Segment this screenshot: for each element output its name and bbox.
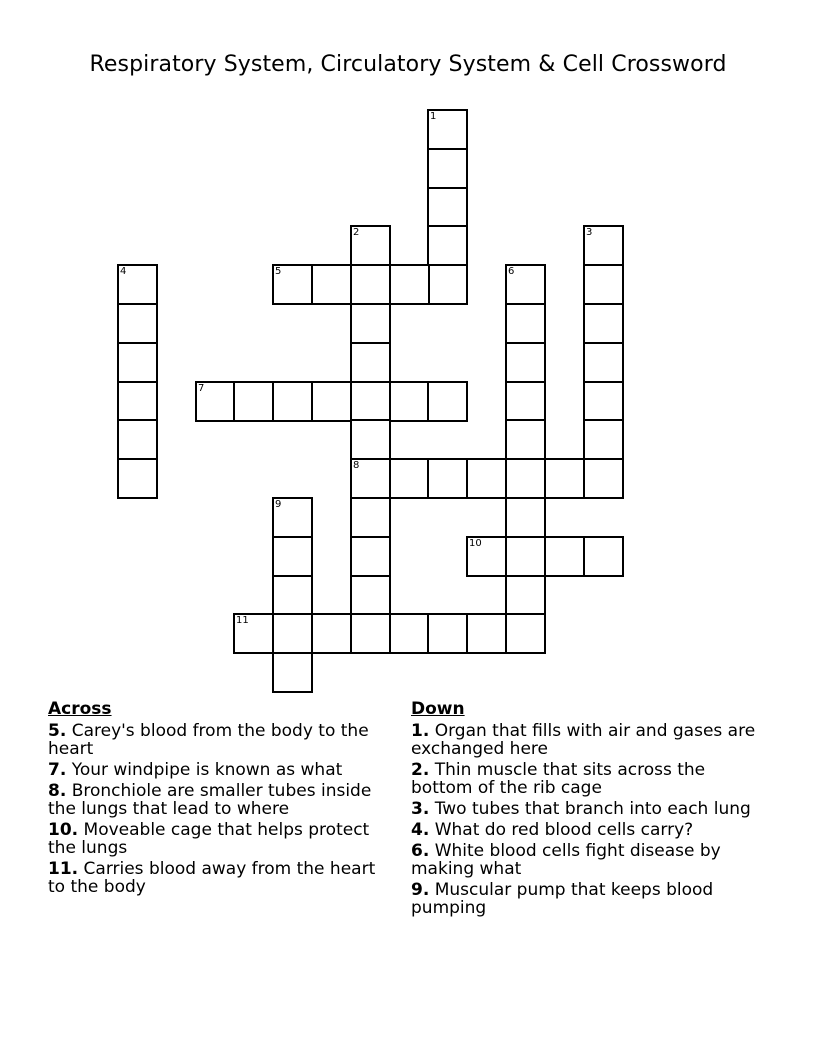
crossword-cell[interactable] xyxy=(389,264,430,305)
crossword-cell[interactable] xyxy=(505,536,546,577)
page-title: Respiratory System, Circulatory System & Cell Crossword xyxy=(89,52,727,77)
down-clues xyxy=(411,700,771,920)
crossword-cell[interactable] xyxy=(505,303,546,344)
crossword-cell[interactable] xyxy=(427,109,468,150)
clue-number-label: 9 xyxy=(275,499,282,510)
crossword-cell[interactable] xyxy=(583,342,624,383)
crossword-cell[interactable] xyxy=(583,419,624,460)
crossword-cell[interactable] xyxy=(427,458,468,499)
crossword-cell[interactable] xyxy=(272,497,313,538)
clue-text: Organ that fills with air and gases are exchanged here xyxy=(411,721,756,759)
crossword-cell[interactable] xyxy=(583,458,624,499)
crossword-cell[interactable] xyxy=(389,613,430,654)
crossword-cell[interactable] xyxy=(505,613,546,654)
clue-down-4 xyxy=(411,821,771,839)
crossword-cell[interactable] xyxy=(583,225,624,266)
clue-number-label: 4 xyxy=(120,266,127,277)
crossword-cell[interactable] xyxy=(544,536,585,577)
crossword-cell[interactable] xyxy=(272,575,313,616)
crossword-cell[interactable] xyxy=(311,264,352,305)
clue-number-label: 3 xyxy=(586,227,593,238)
crossword-cell[interactable] xyxy=(272,264,313,305)
clue-number-label: 8 xyxy=(353,460,360,471)
clue-text: Thin muscle that sits across the bottom of the rib cage xyxy=(411,760,706,798)
clue-number: 3. xyxy=(411,799,430,819)
clue-number: 8. xyxy=(48,781,67,801)
crossword-cell[interactable] xyxy=(505,575,546,616)
clue-down-6 xyxy=(411,842,771,878)
clue-number: 2. xyxy=(411,760,430,780)
clue-number: 4. xyxy=(411,820,430,840)
crossword-cell[interactable] xyxy=(350,264,391,305)
crossword-cell[interactable] xyxy=(117,458,158,499)
clue-number-label: 1 xyxy=(430,111,437,122)
crossword-cell[interactable] xyxy=(505,342,546,383)
crossword-cell[interactable] xyxy=(350,613,391,654)
crossword-cell[interactable] xyxy=(427,148,468,189)
clue-text: White blood cells fight disease by making what xyxy=(411,841,721,879)
clue-number-label: 5 xyxy=(275,266,282,277)
across-clues xyxy=(48,700,388,899)
clue-number-label: 6 xyxy=(508,266,515,277)
crossword-cell[interactable] xyxy=(350,303,391,344)
crossword-cell[interactable] xyxy=(117,303,158,344)
crossword-cell[interactable] xyxy=(311,613,352,654)
clue-text: Bronchiole are smaller tubes inside the lungs that lead to where xyxy=(48,781,372,819)
crossword-cell[interactable] xyxy=(427,613,468,654)
crossword-cell[interactable] xyxy=(466,536,507,577)
crossword-cell[interactable] xyxy=(117,342,158,383)
crossword-cell[interactable] xyxy=(427,264,468,305)
down-heading: Down xyxy=(411,699,465,719)
crossword-cell[interactable] xyxy=(583,264,624,305)
crossword-cell[interactable] xyxy=(350,458,391,499)
clue-text: Moveable cage that helps protect the lungs xyxy=(48,820,370,858)
clue-across-8 xyxy=(48,782,388,818)
clue-text: Carey's blood from the body to the heart xyxy=(48,721,369,759)
clue-down-1 xyxy=(411,722,771,758)
clue-number: 6. xyxy=(411,841,430,861)
crossword-cell[interactable] xyxy=(350,497,391,538)
clue-number: 7. xyxy=(48,760,67,780)
crossword-cell[interactable] xyxy=(350,342,391,383)
crossword-cell[interactable] xyxy=(272,652,313,693)
clue-number: 10. xyxy=(48,820,79,840)
clue-text: Muscular pump that keeps blood pumping xyxy=(411,880,714,918)
crossword-cell[interactable] xyxy=(272,613,313,654)
clue-number: 9. xyxy=(411,880,430,900)
clue-text: Carries blood away from the heart to the body xyxy=(48,859,376,897)
crossword-cell[interactable] xyxy=(466,458,507,499)
crossword-cell[interactable] xyxy=(350,419,391,460)
clue-number-label: 11 xyxy=(236,615,249,626)
crossword-cell[interactable] xyxy=(195,381,236,422)
crossword-cell[interactable] xyxy=(350,575,391,616)
crossword-cell[interactable] xyxy=(350,225,391,266)
crossword-cell[interactable] xyxy=(505,264,546,305)
crossword-cell[interactable] xyxy=(427,381,468,422)
clue-across-7 xyxy=(48,761,388,779)
crossword-cell[interactable] xyxy=(350,536,391,577)
clue-number: 1. xyxy=(411,721,430,741)
clue-down-3 xyxy=(411,800,771,818)
clue-across-5 xyxy=(48,722,388,758)
clue-text: What do red blood cells carry? xyxy=(434,820,694,840)
clue-number-label: 2 xyxy=(353,227,360,238)
clue-text: Your windpipe is known as what xyxy=(71,760,343,780)
clue-across-10 xyxy=(48,821,388,857)
clue-text: Two tubes that branch into each lung xyxy=(434,799,751,819)
crossword-cell[interactable] xyxy=(466,613,507,654)
crossword-cell[interactable] xyxy=(117,264,158,305)
crossword-cell[interactable] xyxy=(544,458,585,499)
clue-across-11 xyxy=(48,860,388,896)
clue-down-2 xyxy=(411,761,771,797)
clue-number-label: 10 xyxy=(469,538,482,549)
crossword-cell[interactable] xyxy=(583,303,624,344)
crossword-cell[interactable] xyxy=(117,381,158,422)
crossword-cell[interactable] xyxy=(583,381,624,422)
crossword-cell[interactable] xyxy=(583,536,624,577)
crossword-cell[interactable] xyxy=(272,381,313,422)
clue-number: 11. xyxy=(48,859,79,879)
crossword-cell[interactable] xyxy=(505,419,546,460)
crossword-cell[interactable] xyxy=(505,458,546,499)
crossword-cell[interactable] xyxy=(505,497,546,538)
crossword-cell[interactable] xyxy=(389,458,430,499)
crossword-cell[interactable] xyxy=(350,381,391,422)
crossword-cell[interactable] xyxy=(427,187,468,228)
crossword-cell[interactable] xyxy=(272,536,313,577)
clue-number: 5. xyxy=(48,721,67,741)
across-heading: Across xyxy=(48,699,112,719)
crossword-cell[interactable] xyxy=(427,225,468,266)
crossword-cell[interactable] xyxy=(117,419,158,460)
clue-down-9 xyxy=(411,881,771,917)
crossword-cell[interactable] xyxy=(233,381,274,422)
clue-number-label: 7 xyxy=(198,383,205,394)
crossword-cell[interactable] xyxy=(233,613,274,654)
crossword-cell[interactable] xyxy=(311,381,352,422)
crossword-cell[interactable] xyxy=(505,381,546,422)
crossword-cell[interactable] xyxy=(389,381,430,422)
